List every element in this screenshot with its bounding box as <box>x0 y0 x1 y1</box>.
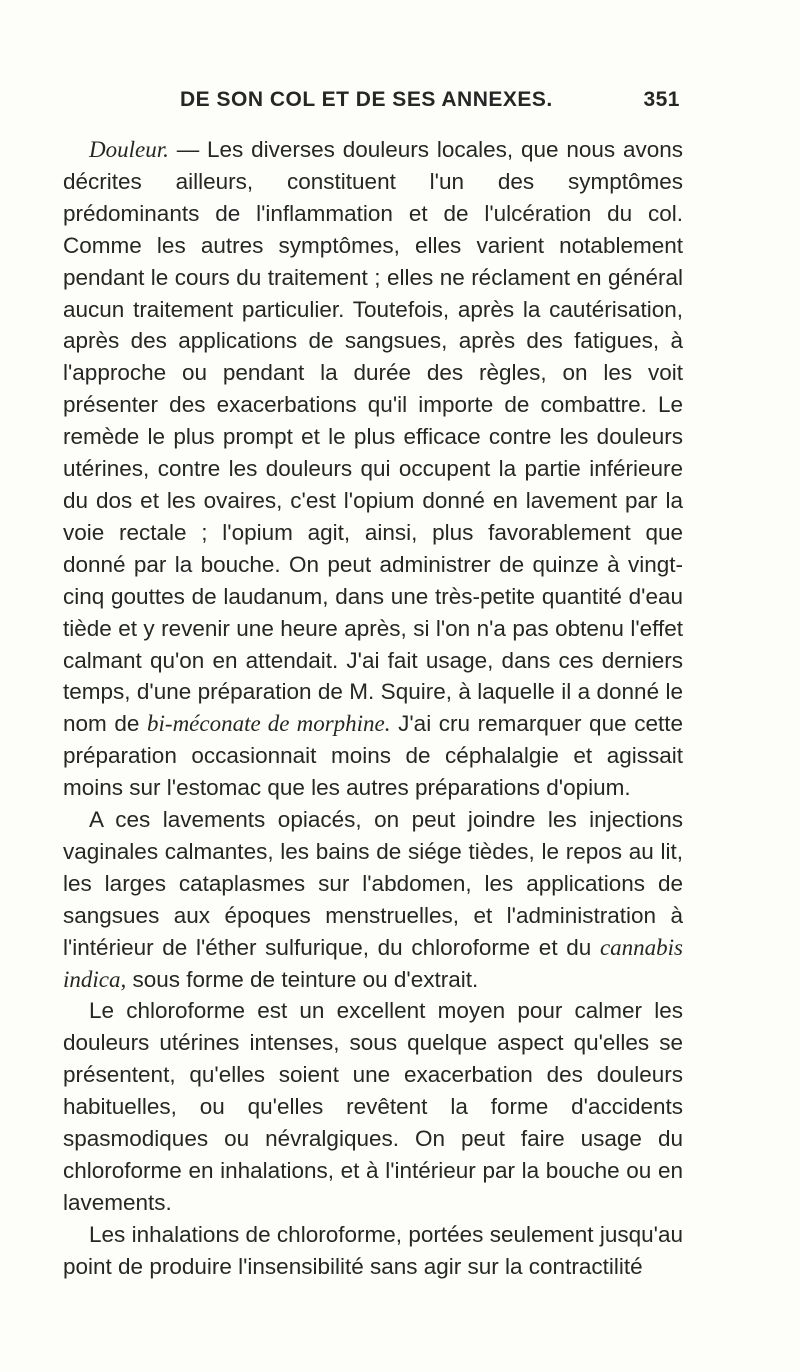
paragraph-chloroforme <box>63 995 683 1218</box>
paragraph-lavements <box>63 804 683 995</box>
paragraph-text-continued: sous forme de teinture ou d'extrait. <box>126 966 479 992</box>
paragraph-douleur <box>63 134 683 804</box>
italic-term: cannabis indica, <box>63 934 683 992</box>
paragraph-text: Les inhalations de chloroforme, portées seulement jusqu'au point de produire l'insensibilité sans agir sur la contractilité <box>63 1221 683 1279</box>
paragraph-text-continued: J'ai cru remarquer que cette préparation occasionnait moins de céphalalgie et agissait moins sur l'estomac que les autres préparations d'opium. <box>63 711 683 801</box>
paragraph-text: — Les diverses douleurs locales, que nous avons décrites ailleurs, constituent l'un des symptômes prédominants de l'inflammation et de l'ulcération du col. Comme les autres symptômes, elles varient notablement pendant le cours du traitement ; elles ne réclament en général aucun traitement particulier. Toutefois, après la cautérisation, après des applications de sangsues, après des fatigues, à l'approche ou pendant la durée des règles, on les voit présenter des exacerbations qu'il importe de combattre. Le remède le plus prompt et le plus efficace contre les douleurs utérines, contre les douleurs qui occupent la partie inférieure du dos et les ovaires, c'est l'opium donné en lavement par la voie rectale ; l'opium agit, ainsi, plus favorablement que donné par la bouche. On peut administrer de quinze à vingt-cinq gouttes de laudanum, dans une très-petite quantité d'eau tiède et y revenir une heure après, si l'on n'a pas obtenu l'effet calmant qu'on en attendait. J'ai fait usage, dans ces derniers temps, d'une préparation de M. Squire, à laquelle il a donné le nom de <box>63 137 683 737</box>
page-number: 351 <box>643 88 680 111</box>
italic-term: bi-méconate de morphine. <box>147 711 391 737</box>
running-title: DE SON COL ET DE SES ANNEXES. <box>180 88 553 111</box>
paragraph-text: Le chloroforme est un excellent moyen pour calmer les douleurs utérines intenses, sous quelque aspect qu'elles se présentent, qu'elles soient une exacerbation des douleurs habituelles, ou qu'elles revêtent la forme d'accidents spasmodiques ou névralgiques. On peut faire usage du chloroforme en inhalations, et à l'intérieur par la bouche ou en lavements. <box>63 998 683 1215</box>
running-head <box>180 88 680 118</box>
paragraph-inhalations <box>63 1219 683 1283</box>
paragraph-text: A ces lavements opiacés, on peut joindre les injections vaginales calmantes, les bains de siége tièdes, le repos au lit, les larges cataplasmes sur l'abdomen, les applications de sangsues aux époques menstruelles, et l'administration à l'intérieur de l'éther sulfurique, du chloroforme et du <box>63 807 683 960</box>
section-lead-italic: Douleur. <box>89 137 169 162</box>
body-text <box>63 134 683 1283</box>
